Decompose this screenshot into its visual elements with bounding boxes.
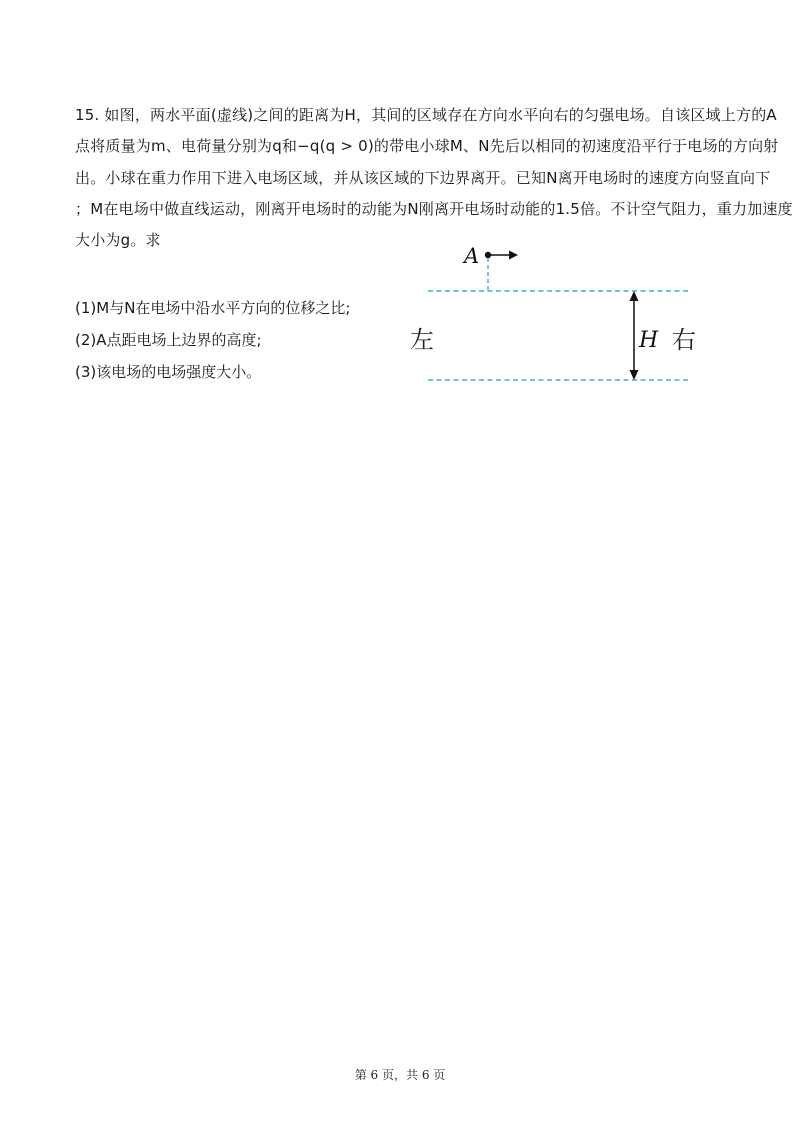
problem-line: ；M在电场中做直线运动，刚离开电场时的动能为N刚离开电场时动能的1.5倍。不计空气阻力，重力加速度 — [75, 199, 793, 218]
field-diagram-svg — [400, 238, 710, 388]
sub-question-1: (1)M与N在电场中沿水平方向的位移之比; — [75, 299, 351, 317]
sub-question-3: (3)该电场的电场强度大小。 — [75, 363, 262, 381]
problem-line: 点将质量为m、电荷量分别为q和−q(q > 0)的带电小球M、N先后以相同的初速度沿平行于电场的方向射 — [75, 137, 779, 156]
problem-statement — [75, 100, 793, 256]
problem-line: 15. 如图，两水平面(虚线)之间的距离为H，其间的区域存在方向水平向右的匀强电场。自该区域上方的A — [75, 106, 777, 124]
left-label: 左 — [410, 326, 434, 354]
field-diagram — [400, 238, 710, 388]
height-arrow-head-bottom — [630, 370, 639, 380]
height-label: H — [639, 328, 659, 353]
sub-question-2: (2)A点距电场上边界的高度; — [75, 331, 262, 349]
problem-line: 大小为g。求 — [75, 231, 161, 250]
height-arrow-head-top — [630, 291, 639, 301]
right-label: 右 — [672, 326, 696, 354]
velocity-arrow-head — [509, 251, 518, 260]
page-footer: 第 6 页，共 6 页 — [354, 1068, 446, 1082]
problem-line: 出。小球在重力作用下进入电场区域，并从该区域的下边界离开。已知N离开电场时的速度方向竖直向下 — [75, 168, 771, 187]
point-a-label: A — [464, 244, 480, 268]
sub-questions — [75, 292, 350, 388]
